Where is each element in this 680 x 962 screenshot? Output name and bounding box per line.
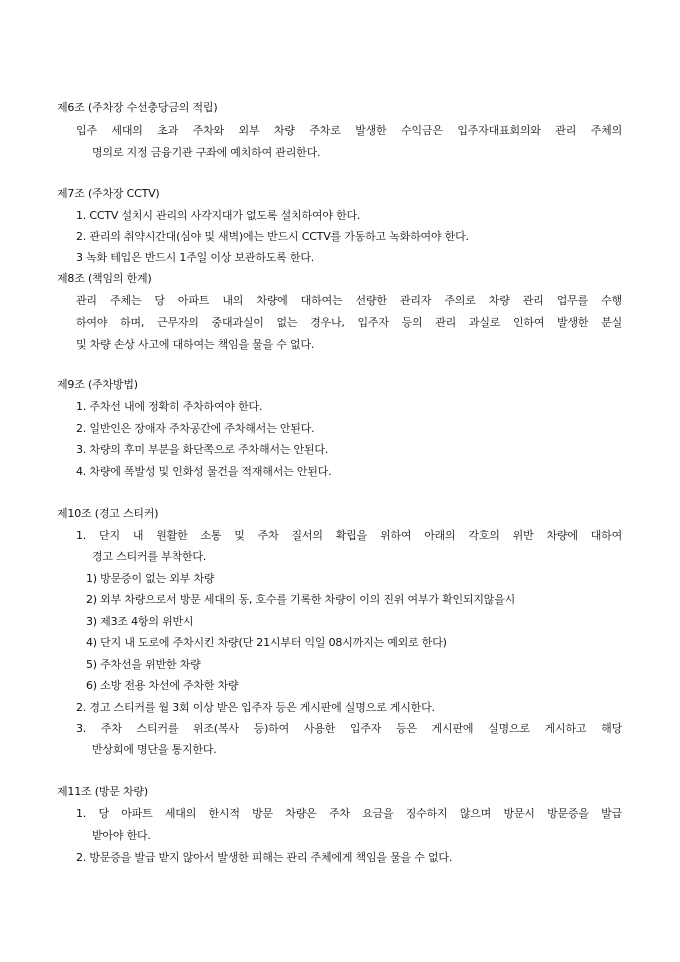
list-item: 2. 방문증을 발급 받지 않아서 발생한 피해는 관리 주체에게 책임을 물을 수 없다. xyxy=(76,851,453,864)
article-text-line: 명의로 지정 금융기관 구좌에 예치하여 관리한다. xyxy=(92,146,321,159)
article-heading: 제11조 (방문 차량) xyxy=(57,785,148,798)
list-item: 1. 당 아파트 세대의 한시적 방문 차량은 주차 요금을 징수하지 않으며 방문시 방문증을 발급 xyxy=(76,807,622,820)
list-item: 3 녹화 테입은 반드시 1주일 이상 보관하도록 한다. xyxy=(76,251,315,264)
article-heading: 제6조 (주차장 수선충당금의 적립) xyxy=(57,101,218,114)
article-text-line: 입주 세대의 초과 주차와 외부 차량 주차로 발생한 수익금은 입주자대표회의와 관리 주체의 xyxy=(76,124,622,137)
list-item: 1. CCTV 설치시 관리의 사각지대가 없도록 설치하여야 한다. xyxy=(76,209,361,222)
list-item: 2. 경고 스티커를 월 3회 이상 받은 입주자 등은 게시판에 실명으로 게시한다. xyxy=(76,701,435,714)
list-item: 4. 차량에 폭발성 및 인화성 물건을 적재해서는 안된다. xyxy=(76,465,332,478)
sub-list-item: 6) 소방 전용 차선에 주차한 차량 xyxy=(86,679,239,692)
list-item-continuation: 경고 스티커를 부착한다. xyxy=(92,550,207,563)
list-item: 2. 관리의 취약시간대(심야 및 새벽)에는 반드시 CCTV를 가동하고 녹화하여야 한다. xyxy=(76,230,469,243)
article-heading: 제10조 (경고 스티커) xyxy=(57,507,159,520)
article-heading: 제9조 (주차방법) xyxy=(57,378,138,391)
article-heading: 제8조 (책임의 한계) xyxy=(57,272,152,285)
article-heading: 제7조 (주차장 CCTV) xyxy=(57,187,160,200)
list-item-continuation: 반상회에 명단을 통지한다. xyxy=(92,743,217,756)
list-item: 3. 차량의 후미 부분을 화단쪽으로 주차해서는 안된다. xyxy=(76,443,329,456)
list-item-continuation: 받아야 한다. xyxy=(92,829,151,842)
list-item: 1. 단지 내 원활한 소통 및 주차 질서의 확립을 위하여 아래의 각호의 위반 차량에 대하여 xyxy=(76,529,622,542)
article-text-line: 하여야 하며, 근무자의 중대과실이 없는 경우나, 입주자 등의 관리 과실로 인하여 발생한 분실 xyxy=(76,316,622,329)
sub-list-item: 3) 제3조 4항의 위반시 xyxy=(86,615,194,628)
list-item: 2. 일반인은 장애자 주차공간에 주차해서는 안된다. xyxy=(76,422,315,435)
sub-list-item: 5) 주차선을 위반한 차량 xyxy=(86,658,201,671)
list-item: 1. 주차선 내에 정확히 주차하여야 한다. xyxy=(76,400,263,413)
sub-list-item: 4) 단지 내 도로에 주차시킨 차량(단 21시부터 익일 08시까지는 예외로 한다) xyxy=(86,636,447,649)
article-text-line: 및 차량 손상 사고에 대하여는 책임을 물을 수 없다. xyxy=(76,338,315,351)
list-item: 3. 주차 스티커를 위조(복사 등)하여 사용한 입주자 등은 게시판에 실명으로 게시하고 해당 xyxy=(76,722,622,735)
article-text-line: 관리 주체는 당 아파트 내의 차량에 대하여는 선량한 관리자 주의로 차량 관리 업무를 수행 xyxy=(76,294,622,307)
sub-list-item: 1) 방문증이 없는 외부 차량 xyxy=(86,572,215,585)
sub-list-item: 2) 외부 차량으로서 방문 세대의 동, 호수를 기록한 차량이 이의 진위 여부가 확인되지않을시 xyxy=(86,593,516,606)
